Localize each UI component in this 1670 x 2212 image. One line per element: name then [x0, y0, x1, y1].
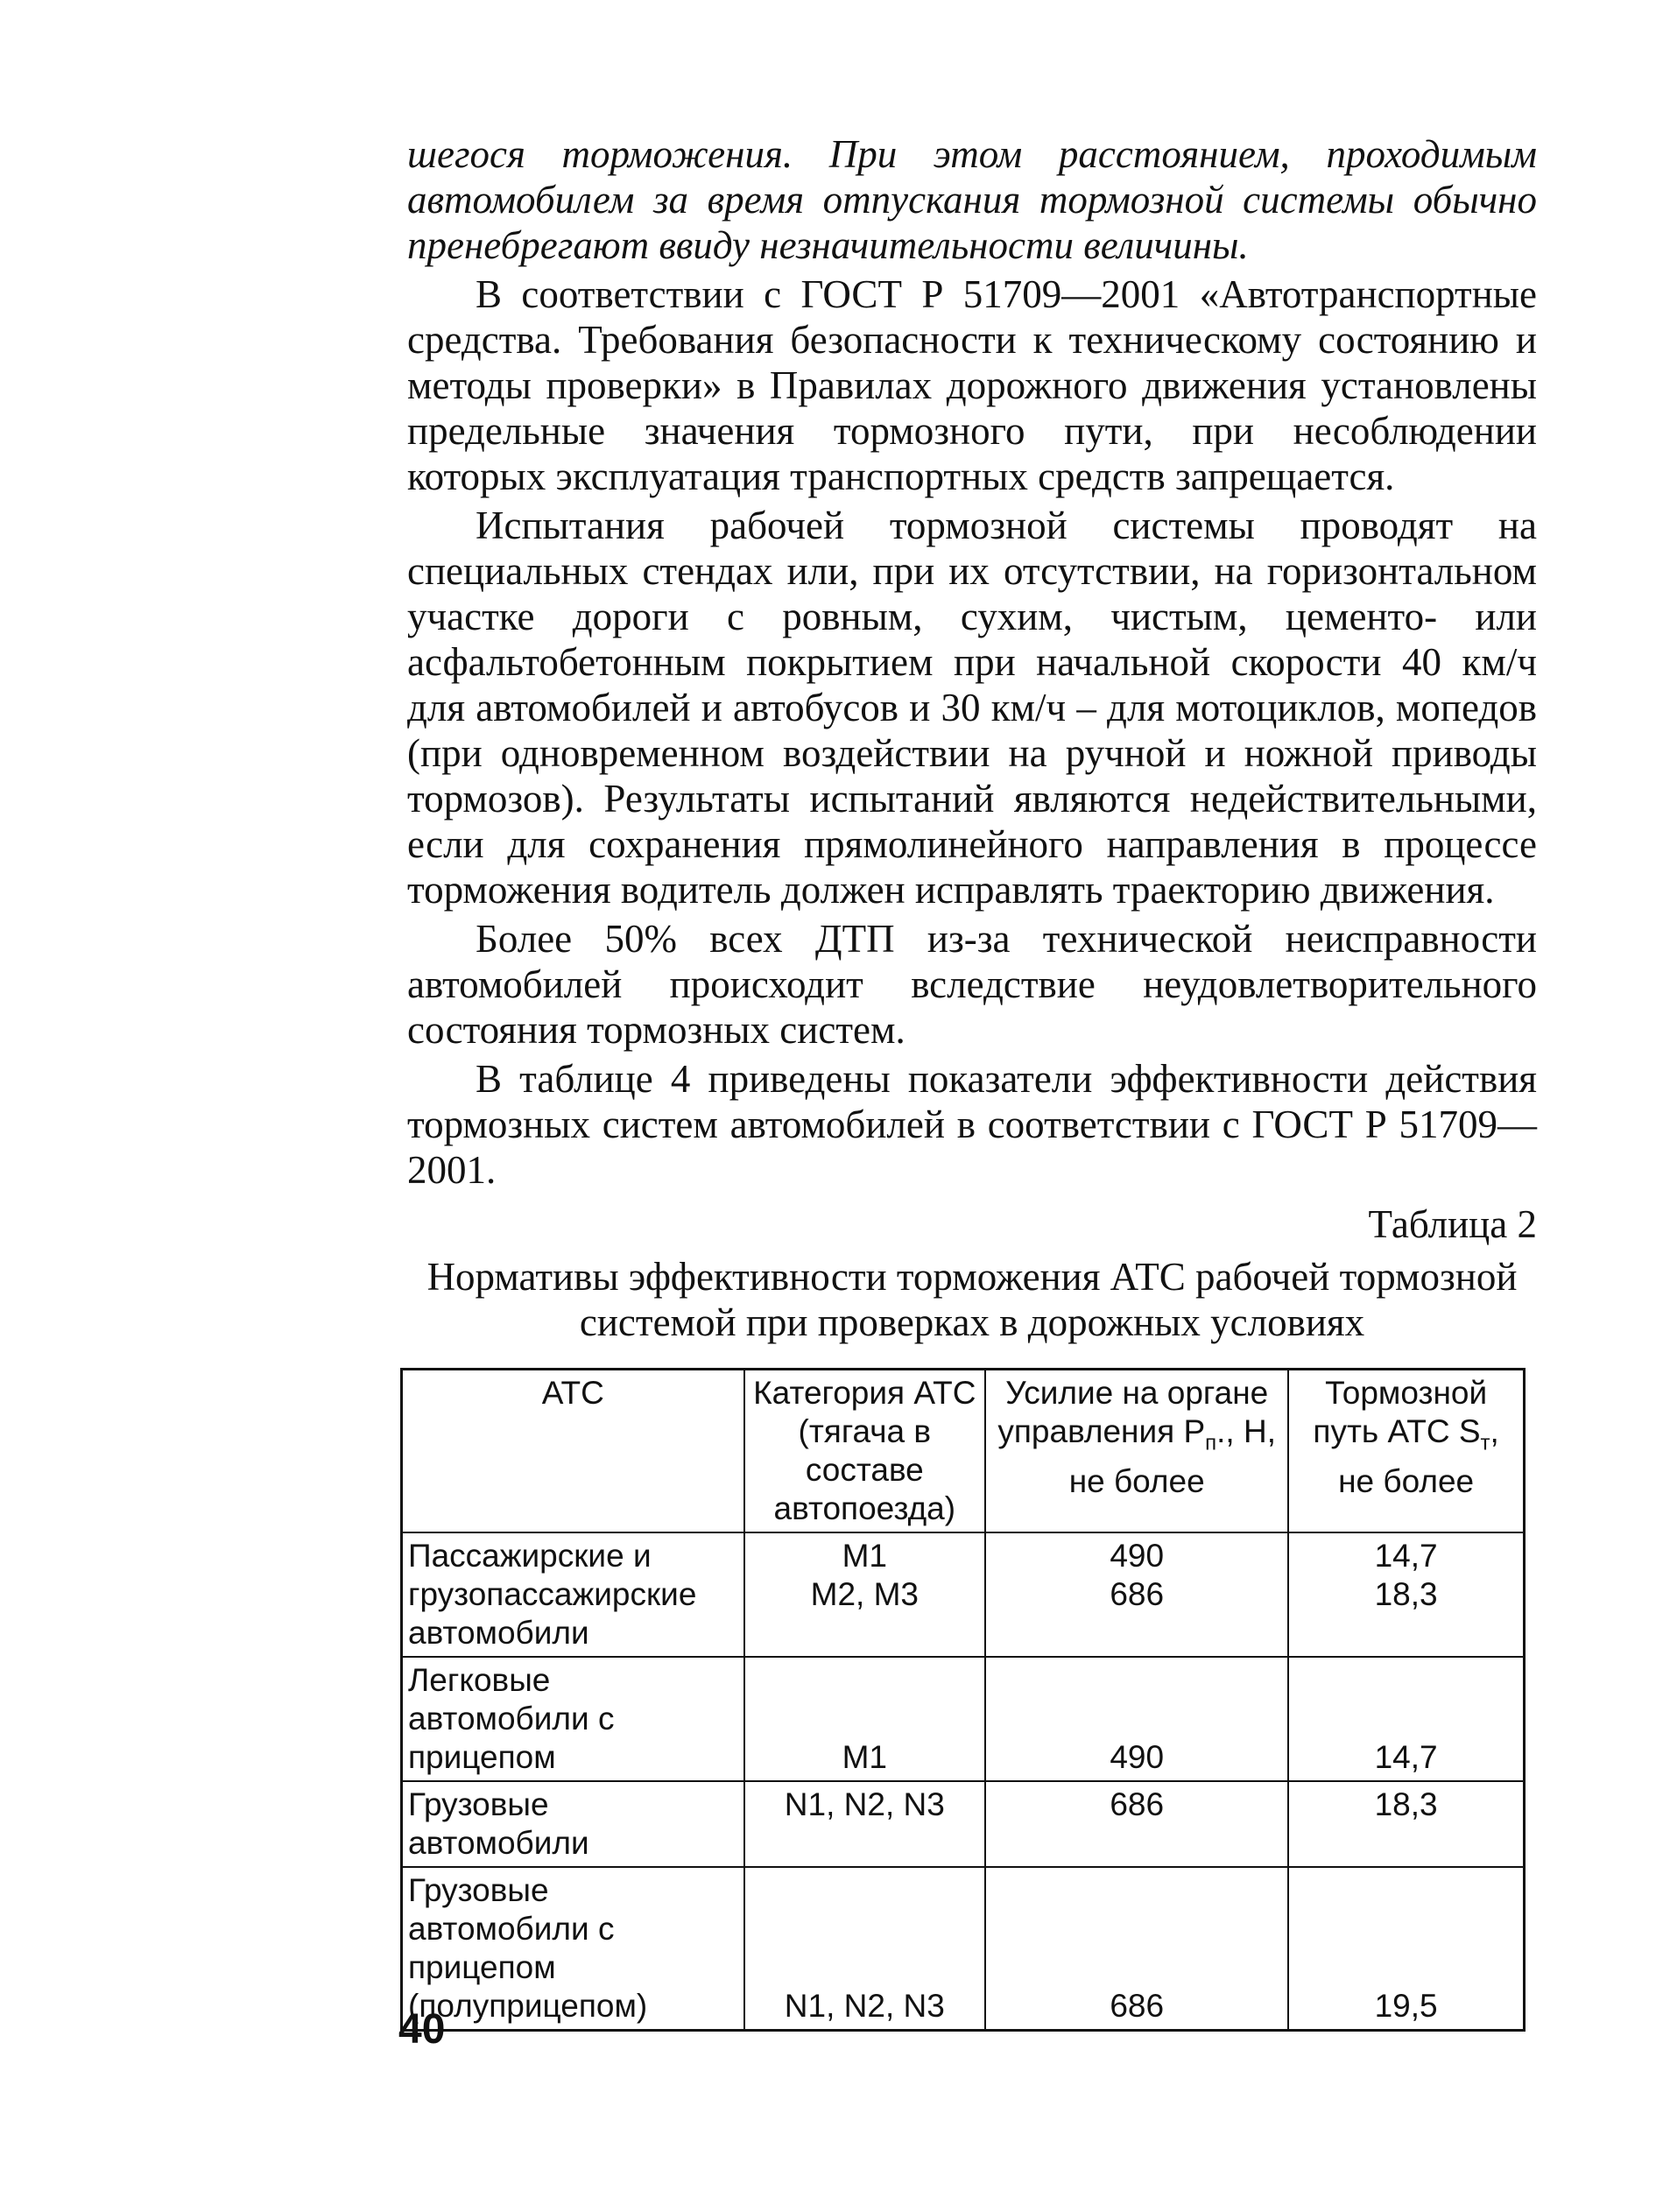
cell-vehicle: Легковые автомобили с прицепом [402, 1657, 744, 1781]
header-force-tail: ., Н, не более [1068, 1413, 1276, 1500]
table-row [402, 1532, 1525, 1657]
cell-force-line: 490 [1110, 1538, 1165, 1574]
paragraph-1: шегося торможения. При этом расстоянием, проходимым автомобилем за время отпускания тормозной системы обычно пренебрегают ввиду незначительности величины. [407, 132, 1537, 267]
paragraph-4: Более 50% всех ДТП из-за технической неисправности автомобилей происходит вследствие неудовлетворительного состояния тормозных систем. [407, 917, 1537, 1052]
cell-distance: 18,3 [1288, 1781, 1524, 1867]
page-number: 40 [398, 2006, 446, 2053]
header-distance-sub: т [1480, 1431, 1490, 1455]
cell-force: 490 [985, 1657, 1288, 1781]
cell-force: 686 [985, 1867, 1288, 2031]
cell-force-line: 686 [1110, 1576, 1165, 1612]
table-header-row [402, 1370, 1525, 1533]
cell-distance-line: 18,3 [1374, 1576, 1438, 1612]
paragraph-3: Испытания рабочей тормозной системы проводят на специальных стендах или, при их отсутствии, на горизонтальном участке дороги с ровным, сухим, чистым, цементо- или асфальтобетонным покрытием при начальной скорости 40 км/ч для автомобилей и автобусов и 30 км/ч – для мотоциклов, мопедов (при одновременном воздействии на ручной и ножной приводы тормозов). Результаты испытаний являются недействительными, если для сохранения прямолинейного направления в процессе торможения водитель должен исправлять траекторию движения. [407, 504, 1537, 912]
cell-distance: 14,7 [1288, 1657, 1524, 1781]
header-force-sub: п [1205, 1431, 1217, 1455]
header-distance-tail: , не более [1338, 1413, 1499, 1500]
header-distance-text: Тормозной путь АТС S [1313, 1375, 1488, 1449]
cell-category: N1, N2, N3 [744, 1781, 986, 1867]
table-number: Таблица 2 [1368, 1202, 1537, 1246]
header-distance [1288, 1370, 1524, 1533]
cell-distance: 19,5 [1288, 1867, 1524, 2031]
table-row [402, 1781, 1525, 1867]
paragraph-5: В таблице 4 приведены показатели эффективности действия тормозных систем автомобилей в соответствии с ГОСТ Р 51709—2001. [407, 1057, 1537, 1192]
braking-norms-table [400, 1368, 1526, 2032]
cell-category [744, 1532, 986, 1657]
header-vehicle: АТС [402, 1370, 744, 1533]
cell-category: М1 [744, 1657, 986, 1781]
cell-force: 686 [985, 1781, 1288, 1867]
table-row [402, 1657, 1525, 1781]
cell-vehicle: Грузовые автомобили [402, 1781, 744, 1867]
header-category: Категория АТС (тягача в составе автопоезда) [744, 1370, 986, 1533]
cell-vehicle: Пассажирские и грузопассажирские автомобили [402, 1532, 744, 1657]
paragraph-2: В соответствии с ГОСТ Р 51709—2001 «Автотранспортные средства. Требования безопасности к техническому состоянию и методы проверки» в Правилах дорожного движения установлены предельные значения тормозного пути, при несоблюдении которых эксплуатация транспортных средств запрещается. [407, 272, 1537, 498]
cell-distance-line: 14,7 [1374, 1538, 1438, 1574]
cell-category-line: М2, М3 [810, 1576, 919, 1612]
page-content [407, 131, 1537, 2032]
cell-force [985, 1532, 1288, 1657]
table-row [402, 1867, 1525, 2031]
cell-distance [1288, 1532, 1524, 1657]
table-caption: Нормативы эффективности торможения АТС рабочей тормозной системой при проверках в дорожных условиях [426, 1255, 1518, 1344]
cell-category-line: М1 [842, 1538, 888, 1574]
header-force-text: Усилие на органе управления Р [997, 1375, 1269, 1449]
cell-vehicle: Грузовые автомобили с прицепом (полуприцепом) [402, 1867, 744, 2031]
header-force [985, 1370, 1288, 1533]
cell-category: N1, N2, N3 [744, 1867, 986, 2031]
